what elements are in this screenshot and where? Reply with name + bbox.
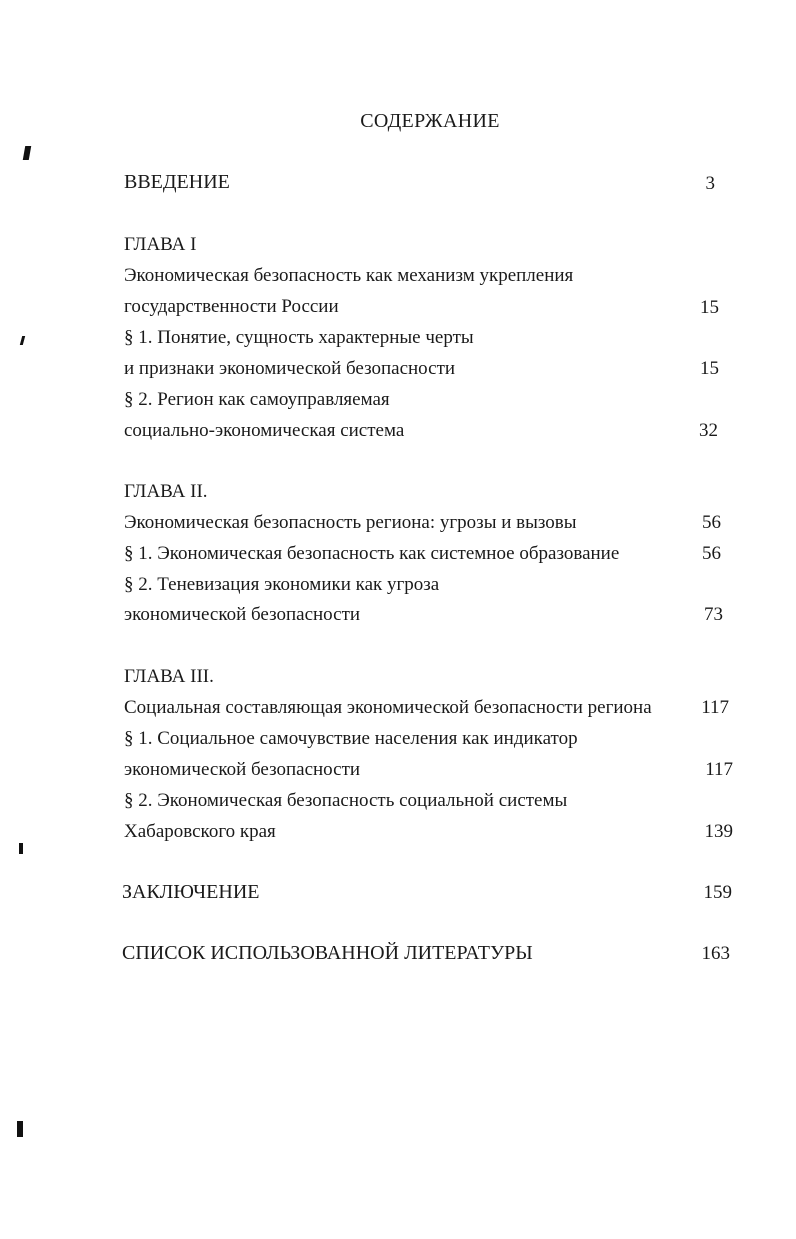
chapter3-page: 117 xyxy=(701,697,729,718)
chapter2-section1-line1: § 1. Экономическая безопасность как системное образование xyxy=(124,543,620,564)
chapter2-heading: ГЛАВА II. xyxy=(124,481,208,502)
toc-introduction: ВВЕДЕНИЕ xyxy=(124,171,230,193)
chapter1-page: 15 xyxy=(700,297,719,318)
page-title: СОДЕРЖАНИЕ xyxy=(360,110,500,132)
chapter2-section2-page: 73 xyxy=(704,604,723,625)
toc-introduction-page: 3 xyxy=(705,173,715,194)
toc-conclusion: ЗАКЛЮЧЕНИЕ xyxy=(122,881,260,903)
chapter3-title-line1: Социальная составляющая экономической безопасности региона xyxy=(124,697,652,718)
scan-mark-4 xyxy=(17,1121,23,1137)
chapter3-heading: ГЛАВА III. xyxy=(124,666,214,687)
chapter2-section1-page: 56 xyxy=(702,543,721,564)
chapter3-section1-page: 117 xyxy=(705,759,733,780)
scan-mark-1 xyxy=(23,146,31,160)
chapter3-section1-line2: экономической безопасности xyxy=(124,759,361,780)
chapter1-title-line2: государственности России xyxy=(124,296,339,317)
chapter3-section2-line2: Хабаровского края xyxy=(124,821,276,842)
chapter3-section2-page: 139 xyxy=(704,821,733,842)
chapter1-section1-page: 15 xyxy=(700,358,719,379)
chapter1-section2-page: 32 xyxy=(699,420,718,441)
toc-bibliography: СПИСОК ИСПОЛЬЗОВАННОЙ ЛИТЕРАТУРЫ xyxy=(122,942,533,964)
toc-bibliography-page: 163 xyxy=(701,943,730,964)
chapter1-section1-line1: § 1. Понятие, сущность характерные черты xyxy=(124,327,474,348)
chapter3-section1-line1: § 1. Социальное самочувствие населения как индикатор xyxy=(124,728,578,749)
chapter2-title-line1: Экономическая безопасность региона: угрозы и вызовы xyxy=(124,512,577,533)
chapter2-page: 56 xyxy=(702,512,721,533)
chapter3-section2-line1: § 2. Экономическая безопасность социальной системы xyxy=(124,790,568,811)
chapter2-section2-line1: § 2. Теневизация экономики как угроза xyxy=(124,574,440,595)
toc-conclusion-page: 159 xyxy=(703,882,732,903)
scan-mark-2 xyxy=(20,336,25,345)
chapter1-section1-line2: и признаки экономической безопасности xyxy=(124,358,456,379)
chapter1-section2-line2: социально-экономическая система xyxy=(124,420,405,441)
scan-mark-3 xyxy=(19,843,23,854)
chapter2-section2-line2: экономической безопасности xyxy=(124,604,361,625)
chapter1-heading: ГЛАВА I xyxy=(124,234,197,255)
chapter1-title-line1: Экономическая безопасность как механизм укрепления xyxy=(124,265,574,286)
chapter1-section2-line1: § 2. Регион как самоуправляемая xyxy=(124,389,390,410)
